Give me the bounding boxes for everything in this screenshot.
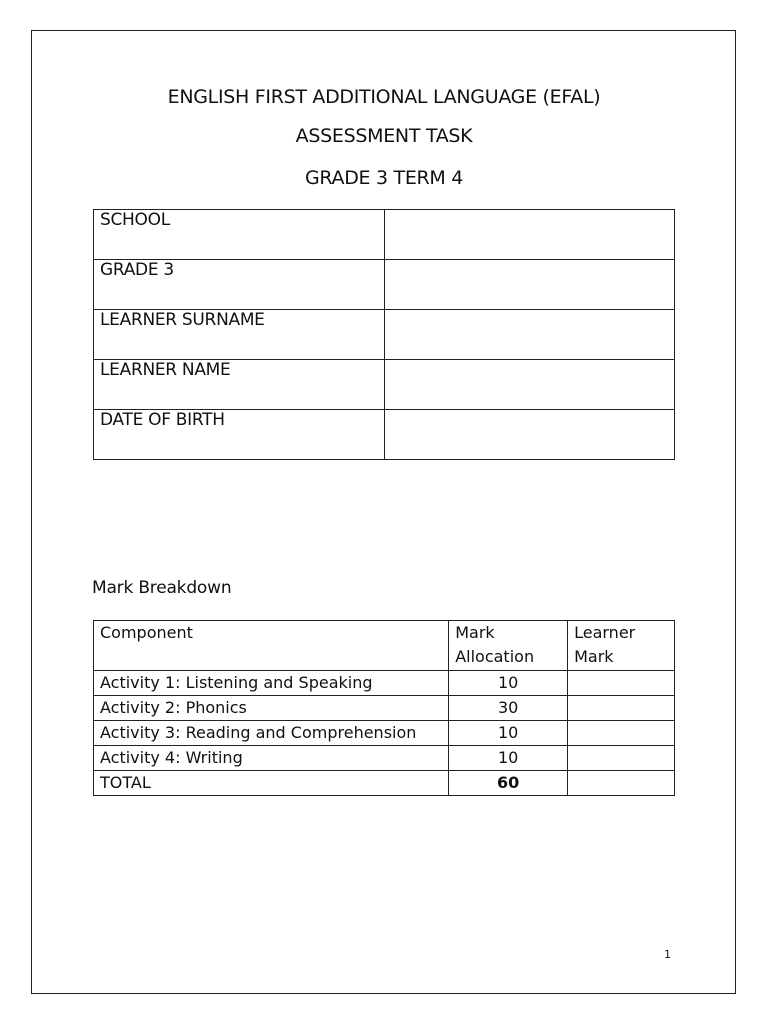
table-row <box>94 721 675 746</box>
info-label: LEARNER SURNAME <box>94 310 385 360</box>
info-row-school <box>94 210 675 260</box>
total-learner-mark-cell[interactable] <box>568 771 675 796</box>
allocation-cell: 10 <box>449 671 568 696</box>
info-row-dob <box>94 410 675 460</box>
component-cell: Activity 1: Listening and Speaking <box>94 671 449 696</box>
total-allocation: 60 <box>449 771 568 796</box>
table-row <box>94 746 675 771</box>
task-title: ASSESSMENT TASK <box>295 125 473 147</box>
column-header-learner-mark: Learner Mark <box>568 621 675 671</box>
allocation-cell: 10 <box>449 721 568 746</box>
page-number: 1 <box>664 948 671 961</box>
grade-term-title: GRADE 3 TERM 4 <box>304 167 464 189</box>
info-label: GRADE 3 <box>94 260 385 310</box>
info-row-grade <box>94 260 675 310</box>
info-label: LEARNER NAME <box>94 360 385 410</box>
table-header-row <box>94 621 675 671</box>
learner-info-table <box>93 209 675 460</box>
table-row <box>94 671 675 696</box>
info-label: DATE OF BIRTH <box>94 410 385 460</box>
mark-breakdown-title: Mark Breakdown <box>92 578 232 598</box>
name-field[interactable] <box>384 360 674 410</box>
dob-field[interactable] <box>384 410 674 460</box>
mark-breakdown-table <box>93 620 675 796</box>
component-cell: Activity 2: Phonics <box>94 696 449 721</box>
table-row <box>94 696 675 721</box>
column-header-component: Component <box>94 621 449 671</box>
allocation-cell: 10 <box>449 746 568 771</box>
info-row-surname <box>94 310 675 360</box>
subject-title: ENGLISH FIRST ADDITIONAL LANGUAGE (EFAL) <box>167 86 601 108</box>
surname-field[interactable] <box>384 310 674 360</box>
learner-mark-cell[interactable] <box>568 696 675 721</box>
component-cell: Activity 4: Writing <box>94 746 449 771</box>
school-field[interactable] <box>384 210 674 260</box>
total-label: TOTAL <box>94 771 449 796</box>
info-label: SCHOOL <box>94 210 385 260</box>
grade-field[interactable] <box>384 260 674 310</box>
column-header-mark-allocation: Mark Allocation <box>449 621 568 671</box>
total-row <box>94 771 675 796</box>
component-cell: Activity 3: Reading and Comprehension <box>94 721 449 746</box>
learner-mark-cell[interactable] <box>568 746 675 771</box>
learner-mark-cell[interactable] <box>568 721 675 746</box>
allocation-cell: 30 <box>449 696 568 721</box>
info-row-name <box>94 360 675 410</box>
learner-mark-cell[interactable] <box>568 671 675 696</box>
